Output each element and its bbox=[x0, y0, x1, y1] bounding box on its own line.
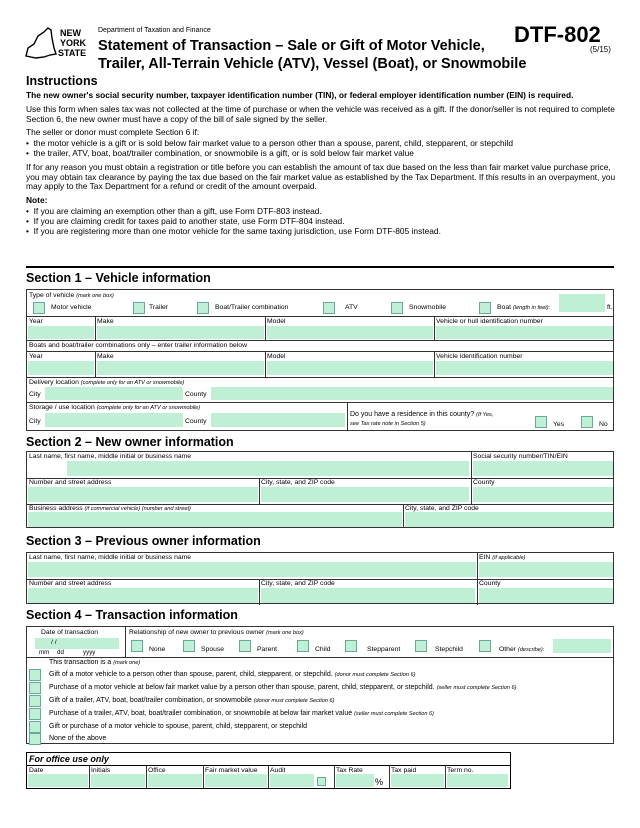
section6-conditions bbox=[26, 139, 616, 159]
year-label: Year bbox=[29, 318, 43, 325]
checkbox-atv[interactable] bbox=[323, 302, 335, 314]
required-id-note: The new owner's social security number, taxpayer identification number (TIN), or federal employer identification number (EIN) is required. bbox=[26, 90, 574, 100]
vin-input[interactable] bbox=[436, 326, 613, 339]
type-atv-label: ATV bbox=[345, 304, 358, 311]
rel-stepparent-label: Stepparent bbox=[367, 646, 401, 653]
trans-option-4-label: Purchase of a trailer, ATV, boat, boat/trailer combination, or snowmobile at below fair market value bbox=[49, 710, 353, 717]
model-label: Model bbox=[267, 318, 286, 325]
office-term-label: Term no. bbox=[447, 767, 474, 774]
trailer-year-label: Year bbox=[29, 353, 43, 360]
rel-other-label: Other bbox=[499, 646, 516, 653]
residence-no-checkbox[interactable] bbox=[581, 416, 593, 428]
section3-title: Section 3 – Previous owner information bbox=[26, 534, 261, 548]
trans-option-5-label: Gift or purchase of a motor vehicle to spouse, parent, child, stepparent, or stepchild bbox=[49, 723, 307, 730]
trans-option-1-label: Gift of a motor vehicle to a person other than spouse, parent, child, stepparent, or stepchild. bbox=[49, 671, 333, 678]
rel-stepchild-checkbox[interactable] bbox=[415, 640, 427, 652]
office-date-label: Date bbox=[29, 767, 44, 774]
residence-no-label: No bbox=[599, 421, 608, 428]
rel-none-label: None bbox=[149, 646, 166, 653]
residence-question: Do you have a residence in this county? bbox=[350, 411, 475, 418]
type-motor-vehicle-label: Motor vehicle bbox=[51, 304, 92, 311]
rel-child-label: Child bbox=[315, 646, 331, 653]
rel-child-checkbox[interactable] bbox=[297, 640, 309, 652]
date-label: Date of transaction bbox=[41, 629, 99, 636]
office-initials-input[interactable] bbox=[91, 774, 145, 787]
trailer-model-label: Model bbox=[267, 353, 286, 360]
trans-option-3-hint: (donor must complete Section 6) bbox=[253, 698, 335, 704]
instructions-p3: If for any reason you must obtain a registration or title before you can establish the amount of tax due based on the less than fair market value purchase price, you may obtain tax clearance by paying the tax due based on the fair market value as established by the Tax Department. If this results in an overpayment, you may apply to the Tax Department for a refund or credit of the amount overpaid. bbox=[26, 161, 616, 192]
boat-length-hint: (length in feet): bbox=[512, 305, 551, 311]
delivery-label: Delivery location bbox=[29, 379, 79, 386]
trans-option-2-label: Purchase of a motor vehicle at below fair market value by a person other than spouse, parent, child, stepparent, or stepchild. bbox=[49, 684, 435, 691]
storage-city-label: City bbox=[29, 418, 41, 425]
storage-hint: (complete only for an ATV or snowmobile) bbox=[96, 405, 201, 411]
delivery-city-label: City bbox=[29, 391, 41, 398]
list-item: • the motor vehicle is a gift or is sold below fair market value to a person other than a spouse, parent, child, stepparent, or stepchild bbox=[26, 139, 616, 149]
business-address-input[interactable] bbox=[28, 512, 402, 527]
date-mm: mm bbox=[39, 649, 50, 656]
date-slashes: / / bbox=[51, 639, 57, 646]
vin-label: Vehicle or hull identification number bbox=[436, 318, 543, 325]
list-item: • If you are registering more than one motor vehicle for the same taxing jurisdiction, use Form DTF-805 instead. bbox=[26, 227, 616, 237]
make-input[interactable] bbox=[97, 326, 264, 339]
storage-county-input[interactable] bbox=[211, 413, 345, 427]
checkbox-boat-trailer[interactable] bbox=[197, 302, 209, 314]
transaction-intro: This transaction is a bbox=[49, 659, 112, 666]
instructions-p1: Use this form when sales tax was not collected at the time of purchase or when the vehicle was received as a gift. If the donor/seller is not required to complete Section 6, the new owner must have a copy of the bill of sale signed by the seller. bbox=[26, 103, 615, 124]
trans-option-1-hint: (donor must complete Section 6) bbox=[334, 672, 416, 678]
new-owner-county-input[interactable] bbox=[473, 487, 613, 502]
form-title-line1: Statement of Transaction – Sale or Gift of Motor Vehicle, bbox=[98, 38, 485, 54]
trans-option-2-hint: (seller must complete Section 6) bbox=[436, 685, 517, 691]
section3-box bbox=[26, 552, 614, 604]
section1-title: Section 1 – Vehicle information bbox=[26, 271, 211, 285]
instructions bbox=[26, 74, 616, 240]
section4-box bbox=[26, 626, 614, 744]
business-address-label: Business address bbox=[29, 505, 83, 512]
trailer-vin-input[interactable] bbox=[436, 361, 613, 375]
storage-label: Storage / use location bbox=[29, 404, 95, 411]
prev-owner-ein-hint: (if applicable) bbox=[492, 555, 526, 561]
prev-owner-street-input[interactable] bbox=[28, 588, 258, 603]
rel-spouse-checkbox[interactable] bbox=[183, 640, 195, 652]
office-audit-label: Audit bbox=[270, 767, 286, 774]
new-owner-county-label: County bbox=[473, 479, 495, 486]
note-list bbox=[26, 207, 616, 236]
new-owner-street-label: Number and street address bbox=[29, 479, 112, 486]
residence-hint1: (If Yes, bbox=[476, 412, 494, 418]
residence-yes-label: Yes bbox=[553, 421, 565, 428]
new-owner-ssn-label: Social security number/TIN/EIN bbox=[473, 453, 568, 460]
office-use-box bbox=[26, 752, 511, 789]
rel-other-hint: (describe): bbox=[517, 647, 545, 653]
trans-option-6-label: None of the above bbox=[49, 735, 107, 742]
note-label: Note: bbox=[26, 195, 48, 206]
form-revision: (5/15) bbox=[590, 45, 611, 54]
trailer-year-input[interactable] bbox=[28, 361, 94, 375]
list-item: • the trailer, ATV, boat, boat/trailer combination, or snowmobile is a gift, or is sold below fair market value bbox=[26, 149, 616, 159]
department-name: Department of Taxation and Finance bbox=[98, 27, 211, 34]
instructions-heading: Instructions bbox=[26, 74, 98, 88]
relationship-label: Relationship of new owner to previous owner bbox=[129, 629, 265, 636]
storage-city-input[interactable] bbox=[45, 413, 183, 427]
make-label: Make bbox=[97, 318, 114, 325]
trans-option-5-checkbox[interactable] bbox=[29, 721, 41, 733]
delivery-city-input[interactable] bbox=[45, 387, 183, 400]
checkbox-motor-vehicle[interactable] bbox=[33, 302, 45, 314]
delivery-county-label: County bbox=[185, 391, 207, 398]
date-input[interactable] bbox=[35, 638, 119, 649]
boat-length-input[interactable] bbox=[559, 294, 605, 312]
vehicle-type-hint: (mark one box) bbox=[76, 293, 114, 299]
office-tax-paid-label: Tax paid bbox=[391, 767, 417, 774]
checkbox-trailer[interactable] bbox=[133, 302, 145, 314]
combo-note: Boats and boat/trailer combinations only – enter trailer information below bbox=[29, 342, 247, 349]
logo-text-line3: STATE bbox=[58, 48, 87, 58]
rel-other-checkbox[interactable] bbox=[479, 640, 491, 652]
type-boat-trailer-label: Boat/Trailer combination bbox=[215, 304, 289, 311]
form-number: DTF-802 bbox=[514, 22, 601, 47]
logo-text-line1: NEW bbox=[60, 28, 81, 38]
office-fmv-label: Fair market value bbox=[205, 767, 258, 774]
prev-owner-county-label: County bbox=[479, 580, 501, 587]
instructions-p2: The seller or donor must complete Section 6 if: bbox=[26, 127, 200, 138]
new-owner-ssn-input[interactable] bbox=[473, 461, 613, 476]
trans-option-3-label: Gift of a trailer, ATV, boat, boat/trailer combination, or snowmobile bbox=[49, 697, 252, 704]
office-tax-rate-label: Tax Rate bbox=[336, 767, 363, 774]
section4-title: Section 4 – Transaction information bbox=[26, 608, 238, 622]
prev-owner-ein-input[interactable] bbox=[479, 562, 613, 577]
date-yyyy: yyyy bbox=[83, 649, 96, 656]
prev-owner-county-input[interactable] bbox=[479, 588, 613, 603]
prev-owner-csz-label: City, state, and ZIP code bbox=[261, 580, 335, 587]
trans-option-3-checkbox[interactable] bbox=[29, 695, 41, 707]
feet-unit: ft. bbox=[607, 304, 613, 311]
trans-option-1-checkbox[interactable] bbox=[29, 669, 41, 681]
new-owner-csz-input[interactable] bbox=[261, 487, 469, 502]
prev-owner-name-label: Last name, first name, middle initial or business name bbox=[29, 554, 192, 561]
new-owner-name-input[interactable] bbox=[67, 461, 469, 476]
office-term-input[interactable] bbox=[447, 774, 508, 787]
delivery-county-input[interactable] bbox=[211, 387, 613, 400]
date-dd: dd bbox=[57, 649, 64, 656]
type-trailer-label: Trailer bbox=[149, 304, 169, 311]
form-title-line2: Trailer, All-Terrain Vehicle (ATV), Vessel (Boat), or Snowmobile bbox=[98, 56, 527, 72]
trailer-model-input[interactable] bbox=[267, 361, 433, 375]
ny-state-logo bbox=[24, 26, 94, 60]
divider bbox=[26, 266, 614, 268]
prev-owner-street-label: Number and street address bbox=[29, 580, 112, 587]
new-owner-csz-label: City, state, and ZIP code bbox=[261, 479, 335, 486]
checkbox-snowmobile[interactable] bbox=[391, 302, 403, 314]
rel-none-checkbox[interactable] bbox=[131, 640, 143, 652]
trailer-vin-label: Vehicle identification number bbox=[436, 353, 523, 360]
prev-owner-name-input[interactable] bbox=[28, 562, 476, 577]
year-input[interactable] bbox=[28, 326, 94, 339]
office-use-title: For office use only bbox=[29, 754, 109, 764]
business-csz-label: City, state, and ZIP code bbox=[405, 505, 479, 512]
office-percent-sign: % bbox=[375, 777, 384, 787]
business-address-hint: (if commercial vehicle) (number and street) bbox=[84, 506, 191, 512]
logo-text-line2: YORK bbox=[60, 38, 87, 48]
rel-stepchild-label: Stepchild bbox=[435, 646, 463, 653]
office-initials-label: Initials bbox=[91, 767, 111, 774]
trans-option-4-hint: (seller must complete Section 6) bbox=[354, 711, 434, 717]
office-office-label: Office bbox=[148, 767, 166, 774]
new-owner-street-input[interactable] bbox=[28, 487, 258, 502]
trailer-make-input[interactable] bbox=[97, 361, 264, 375]
prev-owner-ein-label: EIN bbox=[479, 554, 491, 561]
type-boat-label: Boat bbox=[497, 304, 511, 311]
office-office-input[interactable] bbox=[148, 774, 202, 787]
list-item: • If you are claiming credit for taxes paid to another state, use Form DTF-804 instead. bbox=[26, 217, 616, 227]
rel-parent-checkbox[interactable] bbox=[239, 640, 251, 652]
section1-box bbox=[26, 289, 614, 431]
office-tax-paid-input[interactable] bbox=[391, 774, 444, 787]
type-snowmobile-label: Snowmobile bbox=[409, 304, 447, 311]
office-audit-checkbox[interactable] bbox=[317, 777, 326, 786]
delivery-hint: (complete only for an ATV or snowmobile) bbox=[80, 380, 185, 386]
rel-other-input[interactable] bbox=[553, 639, 611, 653]
rel-stepparent-checkbox[interactable] bbox=[345, 640, 357, 652]
residence-yes-checkbox[interactable] bbox=[535, 416, 547, 428]
list-item: • If you are claiming an exemption other than a gift, use Form DTF-803 instead. bbox=[26, 207, 616, 217]
section2-title: Section 2 – New owner information bbox=[26, 435, 234, 449]
vehicle-type-label: Type of vehicle bbox=[29, 292, 75, 299]
rel-spouse-label: Spouse bbox=[201, 646, 225, 653]
office-audit-input[interactable] bbox=[270, 774, 314, 787]
relationship-hint: (mark one box) bbox=[266, 630, 304, 636]
trans-option-4-checkbox[interactable] bbox=[29, 708, 41, 720]
trailer-make-label: Make bbox=[97, 353, 114, 360]
trans-option-6-checkbox[interactable] bbox=[29, 733, 41, 745]
section2-box bbox=[26, 451, 614, 528]
rel-parent-label: Parent bbox=[257, 646, 278, 653]
office-date-input[interactable] bbox=[28, 774, 88, 787]
office-fmv-input[interactable] bbox=[205, 774, 267, 787]
storage-county-label: County bbox=[185, 418, 207, 425]
transaction-intro-hint: (mark one) bbox=[113, 660, 141, 666]
checkbox-boat[interactable] bbox=[479, 302, 491, 314]
office-tax-rate-input[interactable] bbox=[336, 774, 374, 787]
trans-option-2-checkbox[interactable] bbox=[29, 682, 41, 694]
prev-owner-csz-input[interactable] bbox=[261, 588, 475, 603]
model-input[interactable] bbox=[267, 326, 433, 339]
new-owner-name-label: Last name, first name, middle initial or business name bbox=[29, 453, 192, 460]
residence-hint2: see Tax rate note in Section 5) bbox=[350, 421, 426, 427]
business-csz-input[interactable] bbox=[405, 512, 613, 527]
